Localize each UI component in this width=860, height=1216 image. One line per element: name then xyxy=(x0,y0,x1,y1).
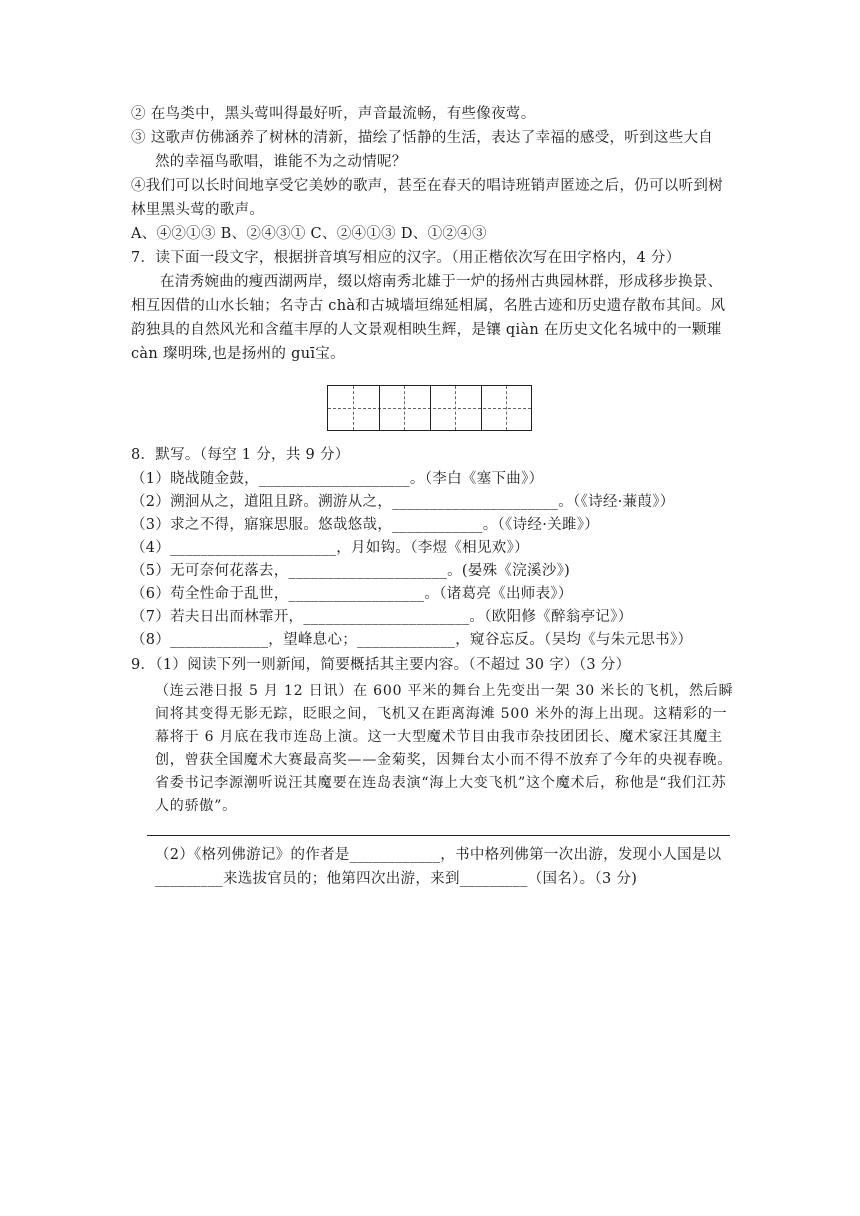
grid-cell-divider xyxy=(455,386,456,430)
grid-cell-divider xyxy=(353,386,354,430)
q7-passage-line: càn 璨明珠,也是扬州的 guī宝。 xyxy=(131,346,345,362)
grid-cell-divider xyxy=(404,386,405,430)
q8-item: （8）_____________，望峰息心；_____________，窥谷忘反。（吴均《与朱元思书》） xyxy=(131,632,693,648)
grid-cell-border xyxy=(481,386,482,430)
sentence-4-line2: 林里黑头莺的歌声。 xyxy=(131,202,265,218)
sentence-3-line2: 然的幸福鸟歌唱，谁能不为之动情呢？ xyxy=(155,154,407,170)
news-passage: （连云港日报 5 月 12 日讯）在 600 平米的舞台上先变出一架 30 米长的飞机，然后瞬间将其变得无影无踪，眨眼之间，飞机又在距离海滩 500 米外的海上出现。这精彩的一幕将于 6 月底在我市连岛上演。这一大型魔术节目由我市杂技团团长、魔术家汪其魔主创，曾获全国魔术大赛最高奖——金菊奖，因舞台太小而不得不放弃了今年的央视春晚。省委书记李源潮听说汪其魔要在连岛表演“海上大变飞机”这个魔术后，称他是“我们江苏人的骄傲”。 xyxy=(155,683,734,814)
grid-cell-border xyxy=(430,386,431,430)
q8-prompt: 8．默写。（每空 1 分，共 9 分） xyxy=(131,447,350,463)
q8-item: （3）求之不得，寤寐思服。悠哉悠哉，____________。（《诗经·关雎》） xyxy=(131,517,600,533)
sentence-3-line1: ③ 这歌声仿佛涵养了树林的清新，描绘了恬静的生活，表达了幸福的感受，听到这些大自 xyxy=(131,130,714,146)
q7-prompt: 7．读下面一段文字，根据拼音填写相应的汉字。（用正楷依次写在田字格内，4 分） xyxy=(131,250,681,266)
answer-line[interactable] xyxy=(147,835,730,836)
q8-item: （7）若夫日出而林霏开，______________________。（欧阳修《醉翁亭记》） xyxy=(131,609,633,625)
q7-passage-line: 相互因借的山水长轴；名寺古 chà和古城墙垣绵延相属，名胜古迹和历史遗存散布其间。风 xyxy=(131,298,726,314)
q8-item: （4）______________________，月如钩。（李煜《相见欢》） xyxy=(131,540,529,556)
sentence-4-line1: ④我们可以长时间地享受它美妙的歌声，甚至在春天的唱诗班销声匿迹之后，仍可以听到树 xyxy=(131,178,723,194)
answer-choices: A、④②①③ B、②④③① C、②④①③ D、①②④③ xyxy=(131,226,487,242)
q7-passage-line: 韵独具的自然风光和含蕴丰厚的人文景观相映生辉，是镶 qiàn 在历史文化名城中的一颗璀 xyxy=(131,322,722,338)
q8-item: （5）无可奈何花落去，_____________________。(晏殊《浣溪沙》) xyxy=(131,563,571,579)
q9-part1-prompt: 9．（1）阅读下列一则新闻，简要概括其主要内容。（不超过 30 字）（3 分） xyxy=(131,657,631,673)
q9-part2-line2: _________来选拔官员的；他第四次出游，来到_________（国名）。（3 分) xyxy=(155,871,638,887)
grid-cell-border xyxy=(379,386,380,430)
q8-item: （1）晓战随金鼓，____________________。（李白《塞下曲》） xyxy=(131,471,544,487)
writing-grid[interactable] xyxy=(327,385,532,431)
q8-item: （6）苟全性命于乱世，__________________。（诸葛亮《出师表》） xyxy=(131,586,573,602)
grid-cell-divider xyxy=(506,386,507,430)
q8-item: （2）溯洄从之，道阻且跻。溯游从之，______________________。（《诗经·蒹葭》） xyxy=(131,494,675,510)
q9-part2-line1: （2）《格列佛游记》的作者是____________，书中格列佛第一次出游，发现小人国是以 xyxy=(155,847,722,863)
q7-passage-line: 在清秀婉曲的瘦西湖两岸，缀以熔南秀北雄于一炉的扬州古典园林群，形成移步换景、 xyxy=(160,274,723,290)
sentence-2: ② 在鸟类中，黑头莺叫得最好听，声音最流畅，有些像夜莺。 xyxy=(131,106,536,122)
